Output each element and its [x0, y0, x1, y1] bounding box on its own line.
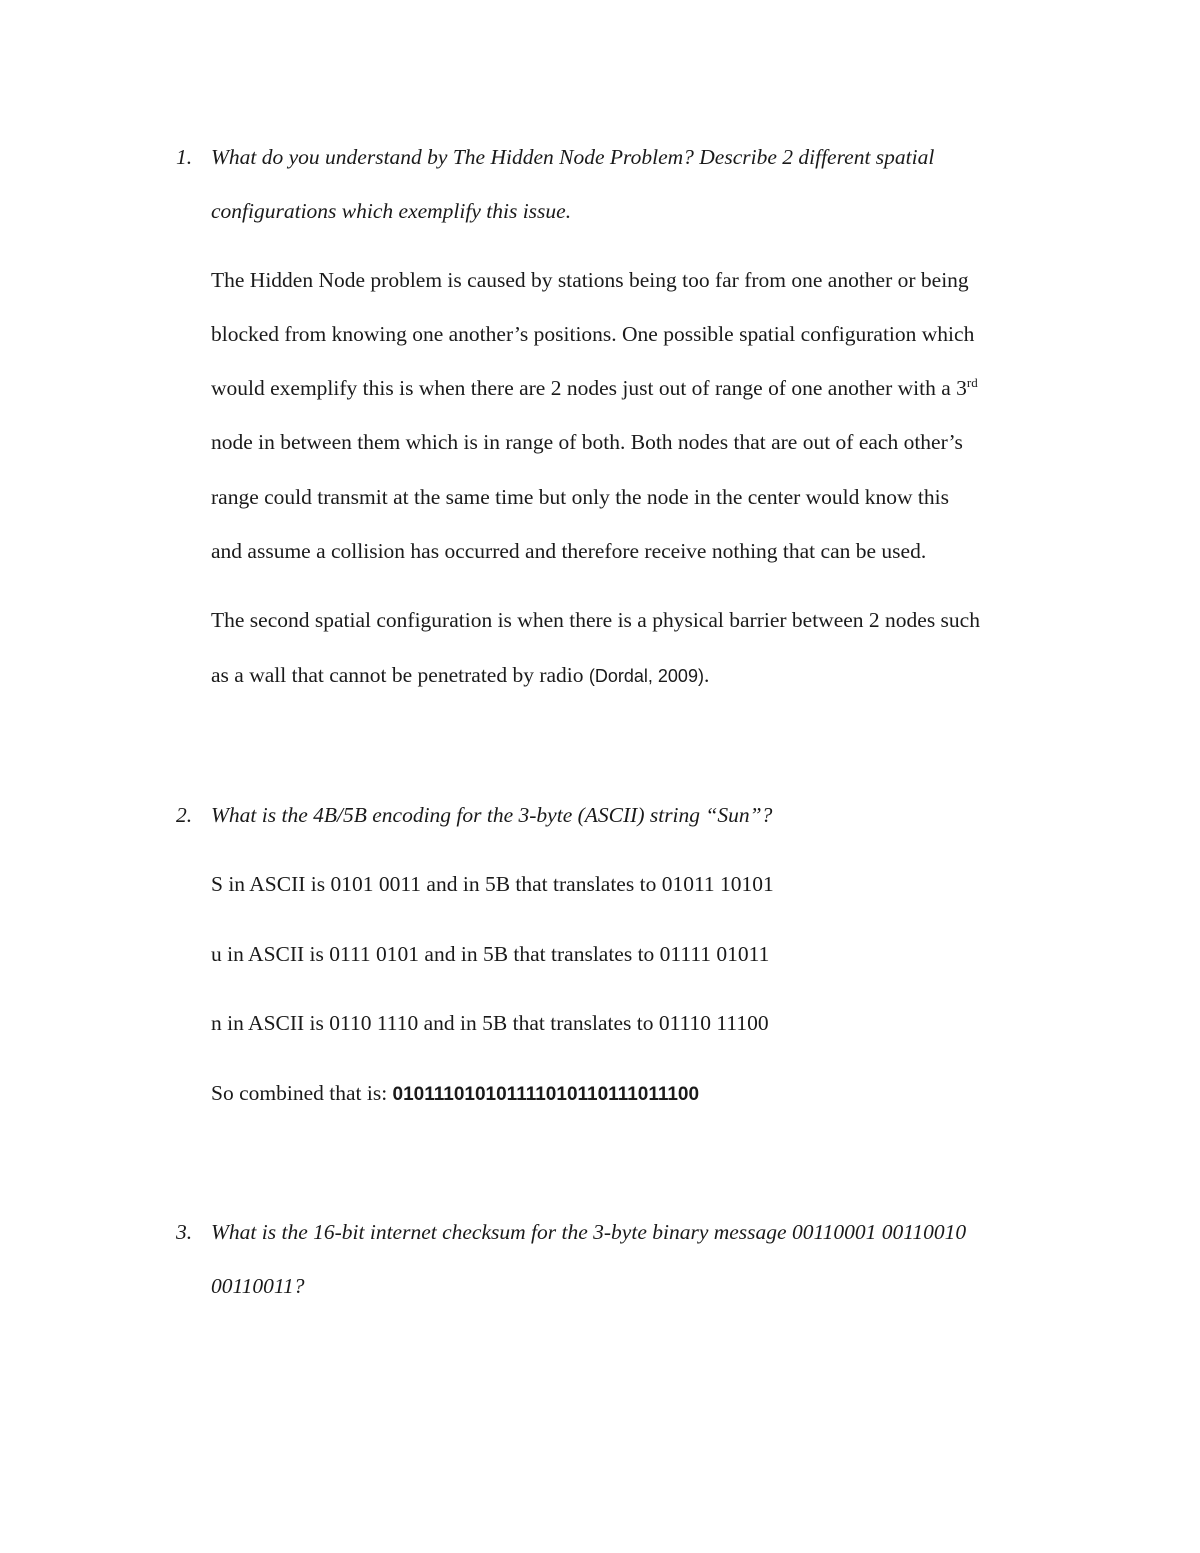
q1-question-line2: configurations which exemplify this issue. [211, 199, 572, 223]
q2-line-n: n in ASCII is 0110 1110 and in 5B that translates to 01110 11100 [211, 1011, 769, 1035]
q3-number: 3. [176, 1220, 193, 1244]
q1-answer-line2: blocked from knowing one another’s positions. One possible spatial configuration which [211, 322, 975, 346]
q2-combined [211, 1078, 699, 1110]
q1-answer-line3-text: would exemplify this is when there are 2 nodes just out of range of one another with a 3 [211, 376, 967, 400]
q1-answer-line6: and assume a collision has occurred and therefore receive nothing that can be used. [211, 539, 927, 563]
citation-end: . [703, 663, 710, 687]
q1-question-line1: What do you understand by The Hidden Node Problem? Describe 2 different spatial [211, 145, 935, 169]
q1-answer-line3 [211, 373, 978, 403]
q2-line-s: S in ASCII is 0101 0011 and in 5B that translates to 01011 10101 [211, 872, 774, 896]
q1-number: 1. [176, 145, 193, 169]
q1-answer-line4: node in between them which is in range of both. Both nodes that are out of each other’s [211, 430, 963, 454]
q3-question-line2: 00110011? [211, 1274, 305, 1298]
q1-answer-line1: The Hidden Node problem is caused by stations being too far from one another or being [211, 268, 969, 292]
q2-question: What is the 4B/5B encoding for the 3-byte (ASCII) string “Sun”? [211, 803, 773, 827]
q2-line-u: u in ASCII is 0111 0101 and in 5B that translates to 01111 01011 [211, 942, 770, 966]
q2-number: 2. [176, 803, 193, 827]
citation: (Dordal, 2009) [588, 666, 704, 686]
q3-question-line1: What is the 16-bit internet checksum for the 3-byte binary message 00110001 00110010 [211, 1220, 967, 1244]
q2-combined-label: So combined that is: [211, 1081, 393, 1105]
q1-answer-line5: range could transmit at the same time but only the node in the center would know this [211, 485, 949, 509]
q1-answer2-line1: The second spatial configuration is when there is a physical barrier between 2 nodes such [211, 608, 980, 632]
q1-answer2-text: as a wall that cannot be penetrated by radio [211, 663, 589, 687]
q2-combined-value: 010111010101111010110111011100 [392, 1084, 700, 1105]
ordinal-suffix: rd [966, 374, 978, 390]
q1-answer2-line2 [211, 660, 709, 691]
